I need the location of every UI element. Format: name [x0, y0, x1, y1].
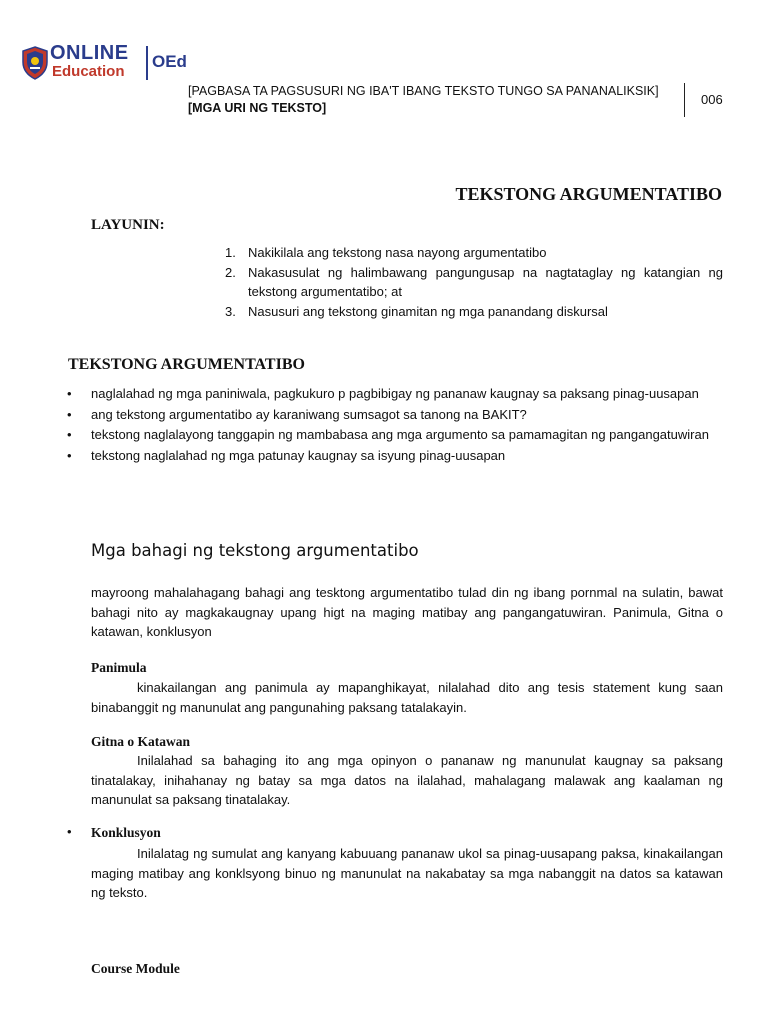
bullet-icon: •: [67, 447, 72, 463]
objective-item: [225, 302, 723, 322]
konklusyon-heading: Konklusyon: [91, 825, 161, 840]
bullet-icon: •: [67, 386, 72, 401]
header-topic-title: [MGA URI NG TEKSTO]: [188, 101, 327, 115]
shield-crest-icon: [22, 46, 48, 80]
objective-text: Nasusuri ang tekstong ginamitan ng mga panandang diskursal: [248, 303, 608, 319]
bullet-text: tekstong naglalayong tanggapin ng mambabasa ang mga argumento sa pamamagitan ng pangangatuwiran: [91, 427, 709, 442]
logo-education-text: Education: [52, 63, 125, 80]
bullet-item: [64, 446, 723, 466]
bullet-icon: •: [67, 427, 72, 442]
bullet-icon: •: [67, 824, 72, 839]
bullet-item: [64, 425, 723, 445]
logo-oed-text: OEd: [152, 52, 187, 71]
section-title: TEKSTONG ARGUMENTATIBO: [68, 356, 305, 373]
gitna-paragraph: Inilalahad sa bahaging ito ang mga opinyon o pananaw ng manunulat kaugnay sa paksang tinatalakay, inihahanay ng batay sa mga datos na ilalahad, mahalagang malawak ang kaalaman ng manunulat sa paksang tinatalakay.: [91, 753, 723, 807]
online-education-logo: [22, 42, 187, 88]
objectives-label: LAYUNIN:: [91, 217, 165, 233]
objective-item: [225, 263, 723, 302]
logo-divider: [146, 46, 148, 80]
objective-number: 1.: [225, 245, 236, 260]
footer-label: Course Module: [91, 961, 180, 976]
objective-item: [225, 243, 723, 263]
page-title: TEKSTONG ARGUMENTATIBO: [455, 184, 722, 204]
gitna-heading: Gitna o Katawan: [91, 734, 191, 749]
bullet-text: tekstong naglalahad ng mga patunay kaugnay sa isyung pinag-uusapan: [91, 447, 506, 463]
logo-online-text: ONLINE: [50, 42, 129, 64]
bullet-text: ang tekstong argumentatibo ay karaniwang sumsagot sa tanong na BAKIT?: [91, 406, 527, 422]
objective-number: 2.: [225, 264, 236, 280]
konklusyon-paragraph: Inilalatag ng sumulat ang kanyang kabuuang pananaw ukol sa pinag-uusapang paksa, kinakailangan maging matibay ang konklsyong binuo ng manunulat na nakabatay sa mga nabanggit na datos sa katawan ng teksto.: [91, 846, 723, 900]
page-number: 006: [701, 92, 723, 107]
header-divider: [684, 83, 685, 117]
bullet-item: [64, 405, 723, 425]
bullet-item: [64, 384, 723, 404]
objectives-list: [225, 243, 723, 321]
objective-text: Nakasusulat ng halimbawang pangungusap na nagtataglay ng katangian ng tekstong argumentatibo; at: [248, 264, 723, 299]
parts-intro-paragraph: mayroong mahalahagang bahagi ang tesktong argumentatibo tulad din ng ibang pornmal na sulatin, bawat bahagi nito ay magkakaugnay upang higt na maging matibay ang pangangatuwiran. Panimula, Gitna o katawan, konklusyon: [91, 585, 723, 639]
objective-text: Nakikilala ang tekstong nasa nayong argumentatibo: [248, 245, 547, 260]
panimula-heading: Panimula: [91, 660, 147, 675]
bullet-icon: •: [67, 406, 72, 422]
parts-heading: Mga bahagi ng tekstong argumentatibo: [91, 541, 419, 560]
objective-number: 3.: [225, 303, 236, 319]
bullet-text: naglalahad ng mga paniniwala, pagkukuro p pagbibigay ng pananaw kaugnay sa paksang pinag-uusapan: [91, 386, 699, 401]
definition-bullet-list: [64, 384, 723, 466]
panimula-paragraph: kinakailangan ang panimula ay mapanghikayat, nilalahad dito ang tesis statement kung saan binabanggit ng manunulat ang pangunahing paksang tatalakayin.: [91, 680, 723, 715]
header-course-title: [PAGBASA TA PAGSUSURI NG IBA'T IBANG TEKSTO TUNGO SA PANANALIKSIK]: [188, 84, 659, 98]
